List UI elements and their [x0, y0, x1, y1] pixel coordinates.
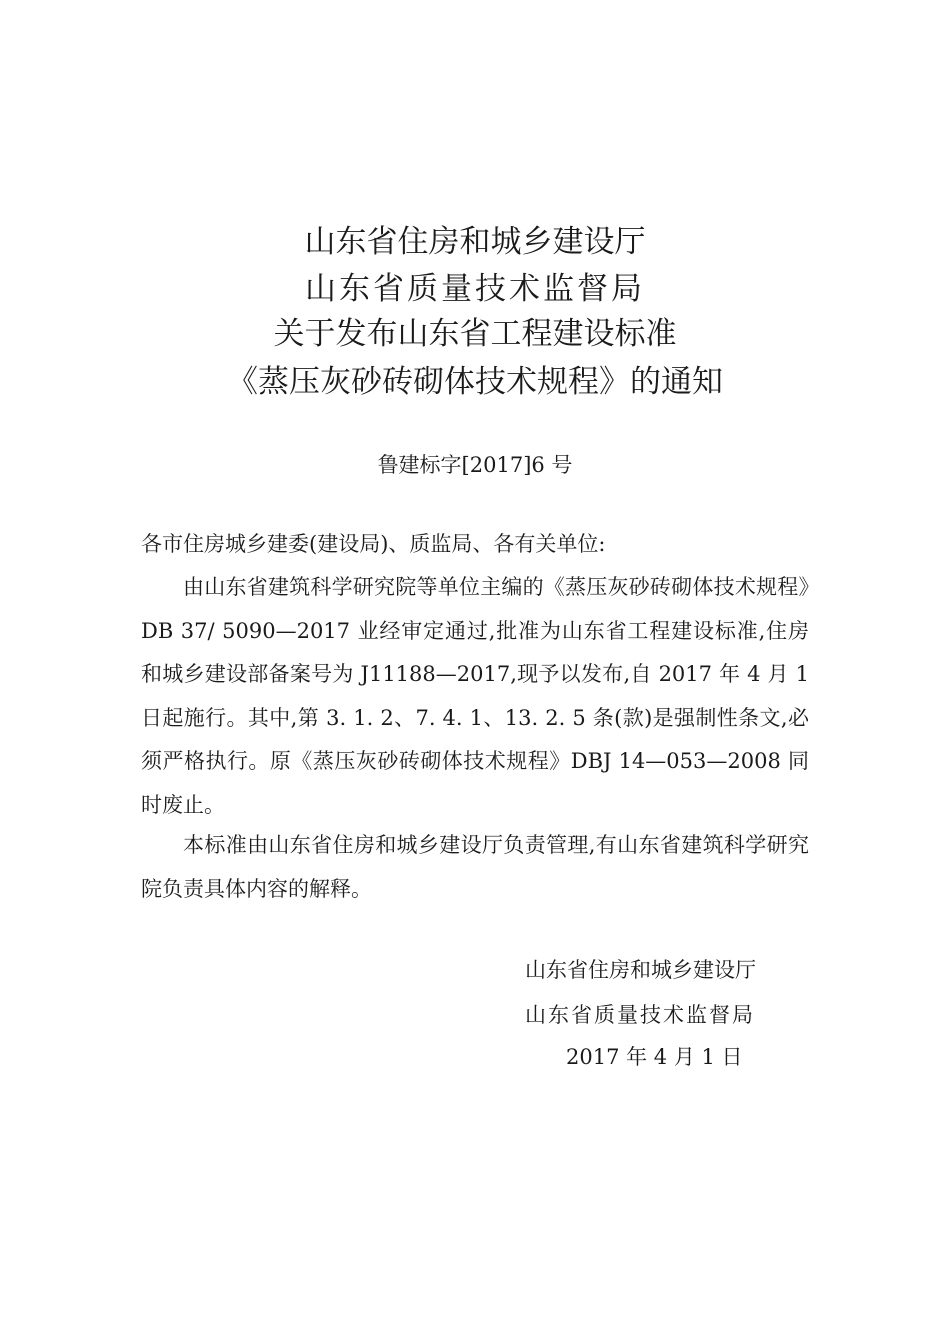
title-line-1: 山东省住房和城乡建设厅: [304, 224, 646, 260]
body-paragraph-1: [141, 566, 809, 827]
title-line-3: 关于发布山东省工程建设标准: [273, 316, 677, 352]
signature-date: 2017 年 4 月 1 日: [566, 1045, 743, 1069]
title-line-4: 《蒸压灰砂砖砌体技术规程》的通知: [227, 364, 723, 400]
paragraph-text: 由山东省建筑科学研究院等单位主编的《蒸压灰砂砖砌体技术规程》DB 37/ 5090—2017 业经审定通过,批准为山东省工程建设标准,住房和城乡建设部备案号为 J11188—2017,现予以发布,自 2017 年 4 月 1 日起施行。其中,第 3. 1. 2、7. 4. 1、13. 2. 5 条(款)是强制性条文,必须严格执行。原《蒸压灰砂砖砌体技术规程》DBJ 14—053—2008 同时废止。: [141, 575, 809, 817]
signature-org-1: 山东省住房和城乡建设厅: [525, 958, 756, 982]
title-line-2: 山东省质量技术监督局: [305, 271, 645, 307]
addressee: 各市住房城乡建委(建设局)、质监局、各有关单位:: [141, 532, 606, 556]
paragraph-text: 本标准由山东省住房和城乡建设厅负责管理,有山东省建筑科学研究院负责具体内容的解释。: [141, 833, 809, 901]
signature-org-2: 山东省质量技术监督局: [525, 1003, 755, 1027]
body-paragraph-2: [141, 824, 809, 911]
document-number: 鲁建标字[2017]6 号: [377, 453, 573, 477]
